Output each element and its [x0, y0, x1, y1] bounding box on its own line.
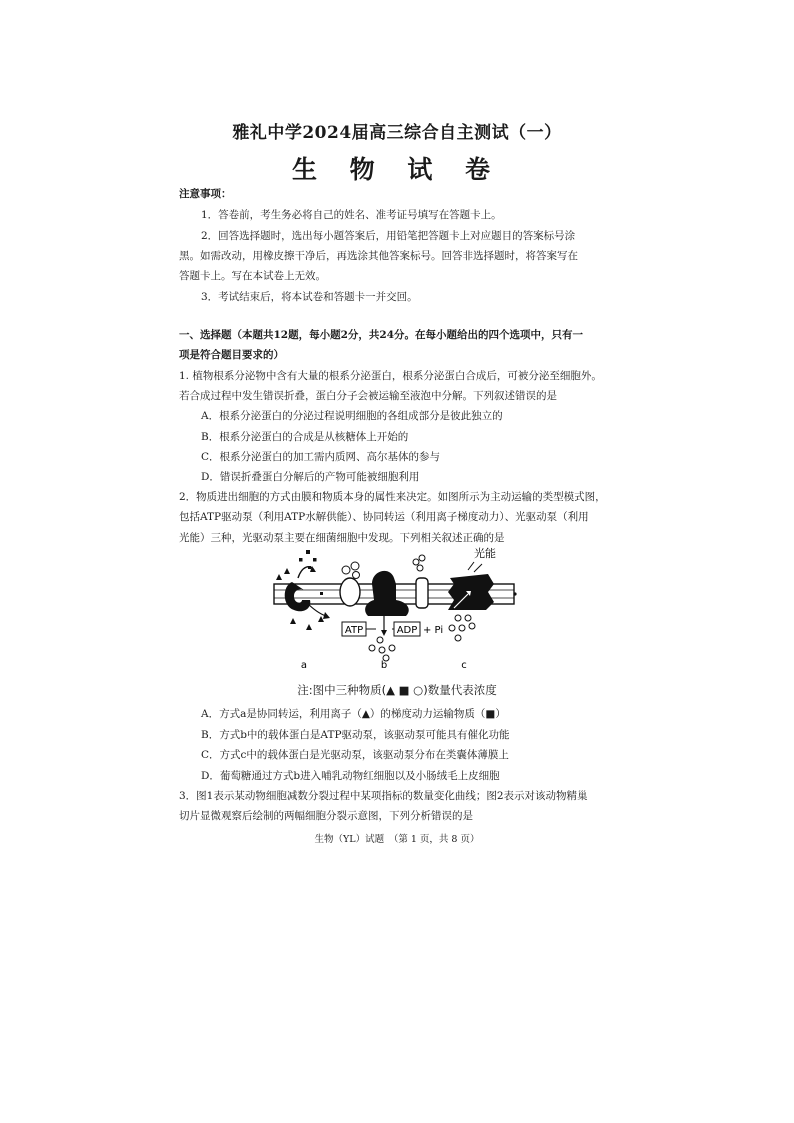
label-c: c: [461, 660, 467, 671]
q2-stem-cont: 包括ATP驱动泵（利用ATP水解供能）、协同转运（利用离子梯度动力）、光驱动泵（利用: [179, 511, 589, 523]
q2-stem: 2．物质进出细胞的方式由膜和物质本身的属性来决定。如图所示为主动运输的类型模式图，: [179, 491, 606, 503]
notice-item-1: 1．答卷前，考生务必将自己的姓名、准考证号填写在答题卡上。: [201, 209, 502, 221]
figure-caption: 注:图中三种物质(▲ ■ ○)数量代表浓度: [297, 683, 497, 697]
q1-option-a: A．根系分泌蛋白的分泌过程说明细胞的各组成部分是彼此独立的: [201, 410, 503, 422]
notice-item-2: 2．回答选择题时，选出每小题答案后，用铅笔把答题卡上对应题目的答案标号涂: [201, 230, 576, 242]
transport-diagram: [268, 544, 528, 672]
atp-label: ATP: [344, 625, 364, 636]
q3-stem: 3．图1表示某动物细胞减数分裂过程中某项指标的数量变化曲线；图2表示对该动物精巢: [179, 790, 588, 802]
notice-heading: 注意事项：: [179, 188, 232, 200]
q2-option-a: A．方式a是协同转运，利用离子（▲）的梯度动力运输物质（■）: [201, 708, 506, 720]
label-a: a: [300, 660, 308, 671]
page-footer: 生物（YL）试题 （第 1 页，共 8 页）: [314, 834, 480, 845]
exam-title: 雅礼中学2024届高三综合自主测试（一）: [232, 123, 562, 143]
q3-stem-cont: 切片显微观察后绘制的两幅细胞分裂示意图，下列分析错误的是: [179, 810, 473, 822]
pi-label: + Pi: [423, 625, 444, 636]
notice-item-3: 3．考试结束后，将本试卷和答题卡一并交回。: [201, 291, 418, 303]
q1-option-b: B．根系分泌蛋白的合成是从核糖体上开始的: [201, 431, 409, 443]
notice-item-2-cont2: 答题卡上。写在本试卷上无效。: [179, 270, 326, 282]
light-pump-c: [413, 555, 494, 610]
label-b: b: [380, 660, 388, 671]
q1-option-d: D．错误折叠蛋白分解后的产物可能被细胞利用: [201, 471, 420, 483]
q2-stem-cont2: 光能）三种，光驱动泵主要在细菌细胞中发现。下列相关叙述正确的是: [179, 532, 505, 544]
q1-stem-cont: 若合成过程中发生错误折叠，蛋白分子会被运输至液泡中分解。下列叙述错误的是: [179, 390, 557, 402]
q2-option-d: D．葡萄糖通过方式b进入哺乳动物红细胞以及小肠绒毛上皮细胞: [201, 770, 500, 782]
q2-option-c: C．方式c中的载体蛋白是光驱动泵，该驱动泵分布在类囊体薄膜上: [201, 749, 509, 761]
section-heading: 一、选择题（本题共12题，每小题2分，共24分。在每小题给出的四个选项中，只有一: [179, 329, 584, 341]
notice-item-2-cont: 黑。如需改动，用橡皮擦干净后，再选涂其他答案标号。回答非选择题时，将答案写在: [179, 250, 578, 262]
section-heading-cont: 项是符合题目要求的）: [179, 349, 284, 361]
q1-stem: 1. 植物根系分泌物中含有大量的根系分泌蛋白，根系分泌蛋白合成后，可被分泌至细胞外。: [179, 370, 602, 382]
q1-option-c: C．根系分泌蛋白的加工需内质网、高尔基体的参与: [201, 451, 441, 463]
adp-label: ADP: [396, 625, 418, 636]
subject-title: 生 物 试 卷: [291, 155, 503, 184]
q2-option-b: B．方式b中的载体蛋白是ATP驱动泵，该驱动泵可能具有催化功能: [201, 729, 510, 741]
light-energy-label: 光能: [474, 547, 496, 560]
